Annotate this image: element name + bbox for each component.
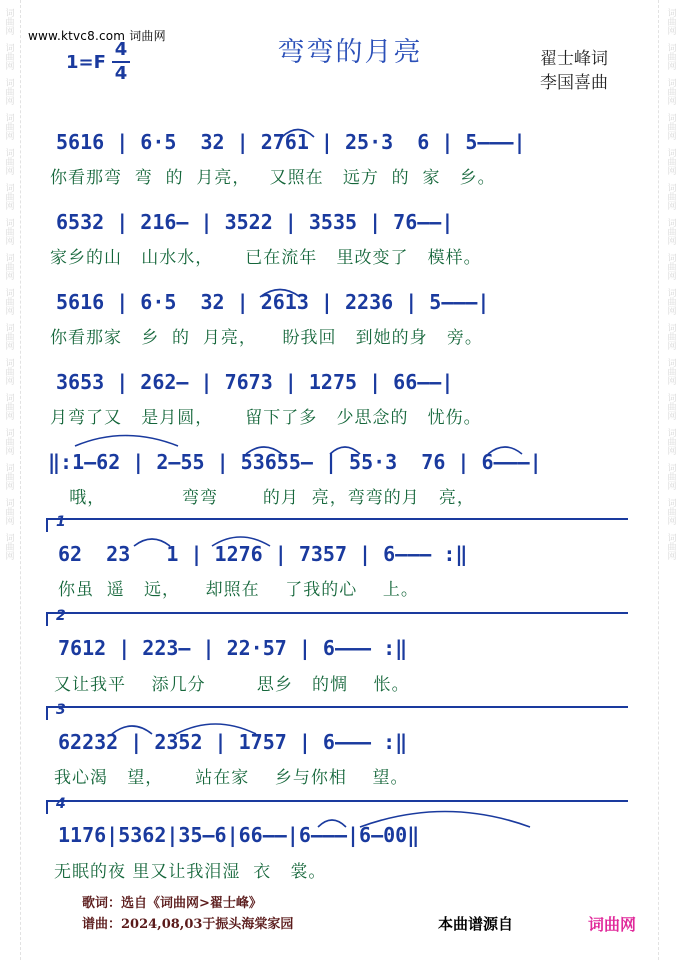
lyrics-source-note: 歌词：选自《词曲网>翟士峰》 <box>82 896 262 911</box>
volta-bracket-2 <box>46 612 628 626</box>
lyrics-row-4: 月弯了又 是月圆， 留下了多 少思念的 忧伤。 <box>50 408 482 428</box>
lyricist-credit: 翟士峰词 <box>540 49 608 69</box>
watermark-text: 词曲网 <box>3 183 14 210</box>
lyrics-row-2: 家乡的山 山水水， 已在流年 里改变了 模样。 <box>50 248 482 268</box>
time-signature <box>112 40 130 84</box>
volta-bracket-3 <box>46 706 628 720</box>
source-label: 本曲谱源自 <box>438 915 514 933</box>
watermark-text: 词曲网 <box>665 323 676 350</box>
volta-number-3: 3 <box>56 702 66 718</box>
right-watermark-column <box>664 0 676 560</box>
lyrics-row-3: 你看那家 乡 的 月亮， 盼我回 到她的身 旁。 <box>50 328 483 348</box>
volta-number-2: 2 <box>56 608 66 624</box>
time-signature-bottom: 4 <box>114 63 128 84</box>
notes-row-3: 5616 | 6·5 32 | 2613 | 2236 | 5———| <box>56 290 490 314</box>
left-border-line <box>20 0 21 960</box>
volta-number-4: 4 <box>56 796 66 812</box>
watermark-text: 词曲网 <box>3 218 14 245</box>
watermark-text: 词曲网 <box>3 113 14 140</box>
watermark-text: 词曲网 <box>665 148 676 175</box>
lyrics-row-8: 我心渴 望， 站在家 乡与你相 望。 <box>54 768 409 788</box>
watermark-text: 词曲网 <box>665 113 676 140</box>
source-site-link[interactable]: 词曲网 <box>588 915 637 934</box>
watermark-text: 词曲网 <box>3 358 14 385</box>
watermark-text: 词曲网 <box>665 43 676 70</box>
watermark-text: 词曲网 <box>3 148 14 175</box>
composer-credit: 李国喜曲 <box>540 73 608 93</box>
volta-bracket-4 <box>46 800 628 814</box>
watermark-text: 词曲网 <box>3 323 14 350</box>
volta-number-1: 1 <box>56 514 66 530</box>
notes-row-4: 3653 | 262— | 7673 | 1275 | 66——| <box>56 370 454 394</box>
watermark-text: 词曲网 <box>3 393 14 420</box>
lyrics-row-9: 无眠的夜 里又让我泪湿 衣 裳。 <box>54 862 327 882</box>
watermark-text: 词曲网 <box>3 8 14 35</box>
watermark-text: 词曲网 <box>3 463 14 490</box>
watermark-text: 词曲网 <box>3 533 14 560</box>
watermark-text: 词曲网 <box>665 183 676 210</box>
lyrics-row-6: 你虽 遥 远， 却照在 了我的心 上。 <box>58 580 419 600</box>
watermark-text: 词曲网 <box>3 78 14 105</box>
notes-row-9: 1176|5362|35—6|66——|6———|6—00‖ <box>58 823 420 847</box>
time-signature-top: 4 <box>114 39 128 60</box>
watermark-text: 词曲网 <box>665 428 676 455</box>
right-border-line <box>658 0 659 960</box>
watermark-text: 词曲网 <box>665 463 676 490</box>
watermark-text: 词曲网 <box>665 533 676 560</box>
watermark-text: 词曲网 <box>3 43 14 70</box>
left-watermark-column <box>2 0 14 560</box>
notes-row-7: 7612 | 223— | 22·57 | 6——— :‖ <box>58 636 408 660</box>
key-signature: 1=F <box>66 52 106 73</box>
lyrics-row-1: 你看那弯 弯 的 月亮， 又照在 远方 的 家 乡。 <box>50 168 496 188</box>
notes-row-8: 62232 | 2352 | 1757 | 6——— :‖ <box>58 730 408 754</box>
notes-row-6: 62 23 1 | 1276 | 7357 | 6——— :‖ <box>58 542 468 566</box>
watermark-text: 词曲网 <box>665 253 676 280</box>
site-header[interactable]: www.ktvc8.com 词曲网 <box>28 29 166 43</box>
notes-row-5: ‖:1—62 | 2—55 | 53655— | 55·3 76 | 6———| <box>48 450 542 474</box>
song-title: 弯弯的月亮 <box>277 37 423 68</box>
lyrics-row-5: 哦， 弯弯 的月 亮，弯弯的月 亮， <box>50 488 475 508</box>
watermark-text: 词曲网 <box>3 428 14 455</box>
watermark-text: 词曲网 <box>3 288 14 315</box>
watermark-text: 词曲网 <box>665 78 676 105</box>
lyrics-row-7: 又让我平 添几分 思乡 的惆 怅。 <box>54 675 410 695</box>
watermark-text: 词曲网 <box>3 253 14 280</box>
watermark-text: 词曲网 <box>665 498 676 525</box>
watermark-text: 词曲网 <box>665 218 676 245</box>
score-source-note: 谱曲：2024,08,03于振头海棠家园 <box>82 917 294 932</box>
watermark-text: 词曲网 <box>665 288 676 315</box>
watermark-text: 词曲网 <box>665 8 676 35</box>
watermark-text: 词曲网 <box>665 393 676 420</box>
notes-row-2: 6532 | 216— | 3522 | 3535 | 76——| <box>56 210 454 234</box>
watermark-text: 词曲网 <box>3 498 14 525</box>
watermark-text: 词曲网 <box>665 358 676 385</box>
notes-row-1: 5616 | 6·5 32 | 2761 | 25·3 6 | 5———| <box>56 130 526 154</box>
slur-mark <box>75 436 178 447</box>
volta-bracket-1 <box>46 518 628 532</box>
